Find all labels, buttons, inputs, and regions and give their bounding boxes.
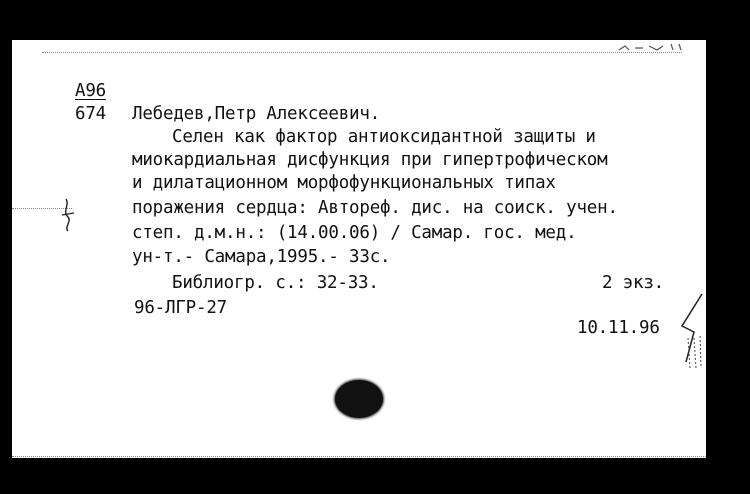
description-line: ун-т.- Самара,1995.- 33с. <box>132 247 391 267</box>
description-line: и дилатационном морфофункциональных типах <box>132 173 556 193</box>
top-dotted-line <box>42 52 682 53</box>
description-line: Селен как фактор антиоксидантной защиты и <box>172 127 596 147</box>
catalog-card <box>12 40 706 458</box>
punch-hole <box>335 380 383 418</box>
bottom-dotted-line <box>12 456 706 457</box>
description-line: степ. д.м.н.: (14.00.06) / Самар. гос. мед. <box>132 223 577 243</box>
call-number-bottom: 674 <box>75 104 107 124</box>
author-heading: Лебедев,Петр Алексеевич. <box>132 104 381 124</box>
handwritten-mark-left <box>58 195 82 235</box>
top-right-scribble <box>617 40 697 54</box>
call-number-top: А96 <box>75 81 107 101</box>
inventory-code: 96-ЛГР-27 <box>134 298 228 318</box>
description-line: поражения сердца: Автореф. дис. на соиск. учен. <box>132 198 618 218</box>
copies-count: 2 экз. <box>602 273 665 293</box>
accession-date: 10.11.96 <box>577 318 660 338</box>
description-line: миокардиальная дисфункция при гипертрофическом <box>132 150 608 170</box>
handwritten-mark-right <box>676 292 706 372</box>
bibliography-note: Библиогр. с.: 32-33. <box>172 273 379 293</box>
